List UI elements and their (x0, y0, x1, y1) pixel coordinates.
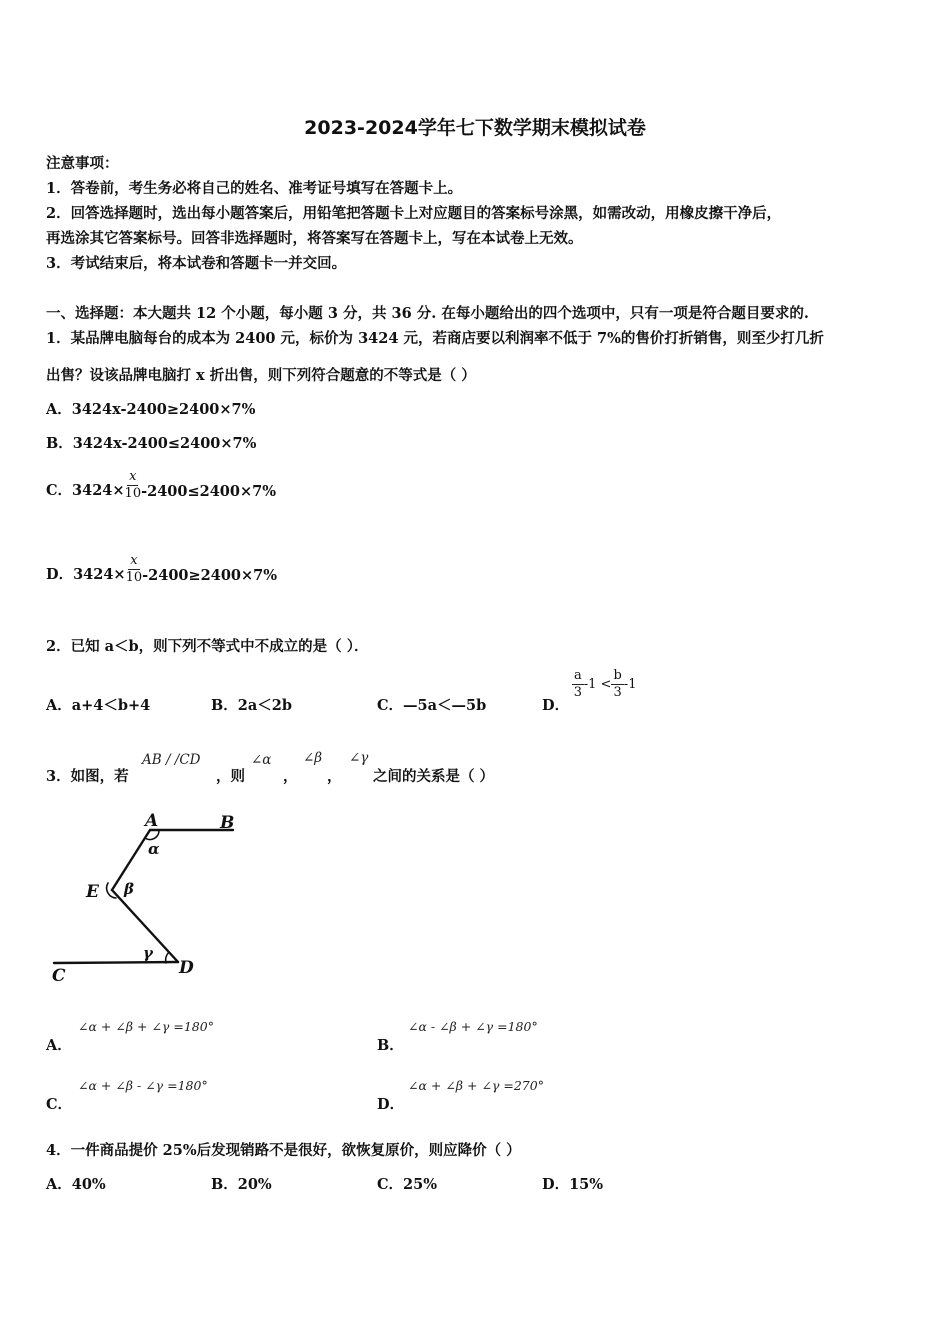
notice-item: 2．回答选择题时，选出每小题答案后，用铅笔把答题卡上对应题目的答案标号涂黑，如需改动，用橡皮擦干净后， (46, 205, 782, 222)
option-a: A．a+4＜b+4 (46, 697, 151, 714)
fraction-b-over-3 (611, 668, 623, 701)
option-a-label: A． (46, 1037, 72, 1054)
angle-beta: ∠β (303, 750, 323, 766)
notice-item: 1．答卷前，考生务必将自己的姓名、准考证号填写在答题卡上。 (46, 180, 463, 197)
option-c-label: C． (46, 1096, 73, 1113)
fraction-a-over-3 (572, 668, 584, 701)
notice-item: 3．考试结束后，将本试卷和答题卡一并交回。 (46, 255, 347, 272)
fraction-numerator: a (574, 668, 582, 683)
option-d (46, 553, 277, 586)
option-d-label: D． (377, 1096, 405, 1113)
line-cd (54, 962, 178, 963)
option-c-expression: ∠α + ∠β - ∠γ =180° (78, 1078, 208, 1093)
option-b: B．2a＜2b (211, 697, 292, 714)
option-a-expression: ∠α + ∠β + ∠γ =180° (78, 1019, 214, 1034)
point-label-a: A (145, 811, 159, 831)
option-d-expression: ∠α + ∠β + ∠γ =270° (408, 1078, 544, 1093)
angle-label-alpha: α (148, 840, 160, 858)
question-4-stem: 4．一件商品提价 25%后发现销路不是很好，欲恢复原价，则应降价（ ） (46, 1142, 521, 1159)
option-b-expression: ∠α - ∠β + ∠γ =180° (408, 1019, 538, 1034)
separator: ， (327, 768, 342, 785)
fraction-x-over-10 (125, 469, 142, 502)
notice-item: 再选涂其它答案标号。回答非选择题时，将答案写在答题卡上，写在本试卷上无效。 (46, 230, 583, 247)
option-c-text: C．3424× (46, 482, 125, 499)
fraction-denominator: 3 (573, 685, 583, 700)
separator: ， (283, 768, 298, 785)
option-a: A．3424x-2400≥2400×7% (46, 401, 256, 418)
option-c-text: -2400≤2400×7% (141, 483, 276, 500)
option-d-expression (572, 668, 636, 701)
angle-gamma: ∠γ (349, 750, 369, 766)
option-d-text: D．3424× (46, 566, 126, 583)
fraction-denominator: 3 (613, 685, 622, 700)
fraction-numerator: b (613, 668, 622, 683)
angle-alpha: ∠α (251, 752, 272, 768)
option-b: B．3424x-2400≤2400×7% (46, 435, 257, 452)
question-3-stem: 3．如图，若 (46, 768, 129, 785)
option-c (46, 469, 276, 502)
expression-text: -1 < (583, 677, 612, 692)
option-c: C．—5a＜—5b (377, 697, 487, 714)
point-label-d: D (179, 958, 194, 978)
option-d-label: D． (542, 697, 570, 714)
angle-label-beta: β (124, 880, 134, 898)
section-heading: 一、选择题：本大题共 12 个小题，每小题 3 分，共 36 分. 在每小题给出的四个选项中，只有一项是符合题目要求的. (46, 305, 809, 322)
option-b-label: B． (377, 1037, 404, 1054)
question-1-stem: 出售？设该品牌电脑打 x 折出售，则下列符合题意的不等式是（ ） (46, 367, 476, 384)
question-1-stem: 1．某品牌电脑每台的成本为 2400 元，标价为 3424 元，若商店要以利润率不低于 7%的售价打折销售，则至少打几折 (46, 330, 824, 347)
page-title: 2023-2024学年七下数学期末模拟试卷 (304, 117, 646, 139)
fraction-denominator: 10 (125, 570, 143, 585)
fraction-denominator: 10 (124, 486, 142, 501)
ab-parallel-cd: AB / /CD (142, 752, 201, 768)
fraction-x-over-10 (126, 553, 143, 586)
question-2-stem: 2．已知 a＜b，则下列不等式中不成立的是（ ）． (46, 638, 369, 655)
option-d: D．15% (542, 1176, 604, 1193)
question-3-stem: ，则 (216, 768, 245, 785)
option-b: B．20% (211, 1176, 272, 1193)
fraction-numerator: x (129, 469, 137, 484)
point-label-c: C (52, 966, 66, 986)
question-3-stem: 之间的关系是（ ） (373, 768, 495, 785)
expression-text: -1 (623, 677, 637, 692)
option-d-text: -2400≥2400×7% (142, 567, 278, 584)
angle-label-gamma: γ (143, 944, 153, 962)
option-c: C．25% (377, 1176, 437, 1193)
geometry-figure (40, 805, 260, 990)
option-a: A．40% (46, 1176, 106, 1193)
notice-heading: 注意事项： (46, 155, 119, 172)
point-label-b: B (220, 813, 235, 833)
fraction-numerator: x (130, 553, 138, 568)
point-label-e: E (86, 882, 99, 902)
